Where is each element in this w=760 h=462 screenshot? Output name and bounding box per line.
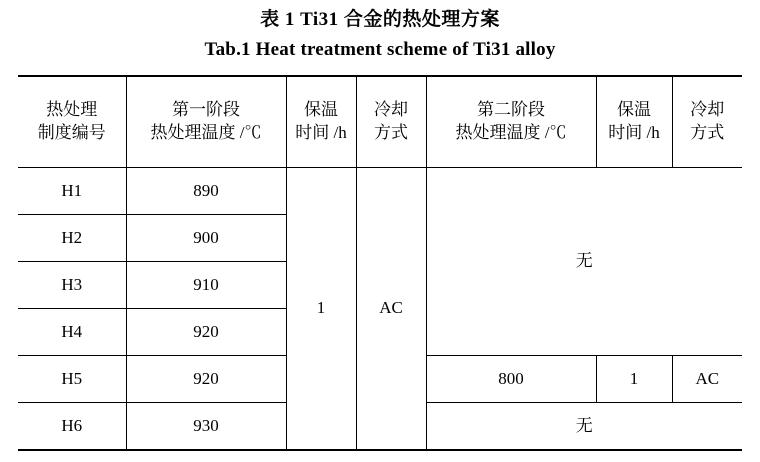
column-header-scheme-id-line2: 制度编号 — [37, 123, 106, 143]
column-header-stage1-hold — [286, 76, 356, 168]
cell-stage1-temp: 930 — [126, 403, 286, 451]
heat-treatment-table — [18, 75, 742, 451]
caption-english: Tab.1 Heat treatment scheme of Ti31 alloy — [204, 38, 556, 60]
column-header-stage2-cooling-line2: 方式 — [690, 123, 725, 143]
caption-chinese: 表 1 Ti31 合金的热处理方案 — [260, 9, 500, 30]
table-row — [18, 168, 742, 215]
cell-scheme-id: H3 — [18, 262, 126, 309]
cell-stage1-temp: 910 — [126, 262, 286, 309]
column-header-stage1-cooling-line1: 冷却 — [374, 100, 408, 120]
column-header-stage2-temp-line2: 热处理温度 /℃ — [455, 123, 567, 143]
table-header-row — [18, 76, 742, 168]
column-header-stage1-temp — [126, 76, 286, 168]
column-header-stage1-temp-line2: 热处理温度 /℃ — [150, 123, 262, 143]
cell-scheme-id: H4 — [18, 309, 126, 356]
column-header-stage2-hold-line2: 时间 /h — [608, 123, 660, 143]
table-body — [18, 168, 742, 451]
cell-stage2-hold: 1 — [596, 356, 672, 403]
cell-stage1-temp: 900 — [126, 215, 286, 262]
column-header-stage1-cooling-line2: 方式 — [374, 123, 408, 143]
cell-stage1-cooling-merged: AC — [356, 168, 426, 451]
cell-scheme-id: H2 — [18, 215, 126, 262]
cell-stage1-temp: 890 — [126, 168, 286, 215]
column-header-stage2-hold — [596, 76, 672, 168]
column-header-stage1-hold-line1: 保温 — [304, 100, 338, 120]
column-header-stage2-hold-line1: 保温 — [617, 100, 651, 120]
column-header-stage1-temp-line1: 第一阶段 — [172, 100, 240, 120]
table-caption — [18, 6, 742, 63]
cell-stage2-temp: 800 — [426, 356, 596, 403]
column-header-stage1-cooling — [356, 76, 426, 168]
cell-stage1-temp: 920 — [126, 356, 286, 403]
cell-stage2-none-top: 无 — [426, 168, 742, 356]
column-header-scheme-id — [18, 76, 126, 168]
column-header-stage2-temp — [426, 76, 596, 168]
column-header-scheme-id-line1: 热处理 — [46, 100, 98, 120]
cell-scheme-id: H1 — [18, 168, 126, 215]
table-header — [18, 76, 742, 168]
cell-scheme-id: H5 — [18, 356, 126, 403]
column-header-stage2-cooling-line1: 冷却 — [690, 100, 725, 120]
column-header-stage2-cooling — [672, 76, 742, 168]
cell-stage1-temp: 920 — [126, 309, 286, 356]
cell-stage2-cooling: AC — [672, 356, 742, 403]
column-header-stage1-hold-line2: 时间 /h — [295, 123, 347, 143]
column-header-stage2-temp-line1: 第二阶段 — [477, 100, 545, 120]
cell-scheme-id: H6 — [18, 403, 126, 451]
cell-stage2-none-bottom: 无 — [426, 403, 742, 451]
cell-stage1-hold-merged: 1 — [286, 168, 356, 451]
